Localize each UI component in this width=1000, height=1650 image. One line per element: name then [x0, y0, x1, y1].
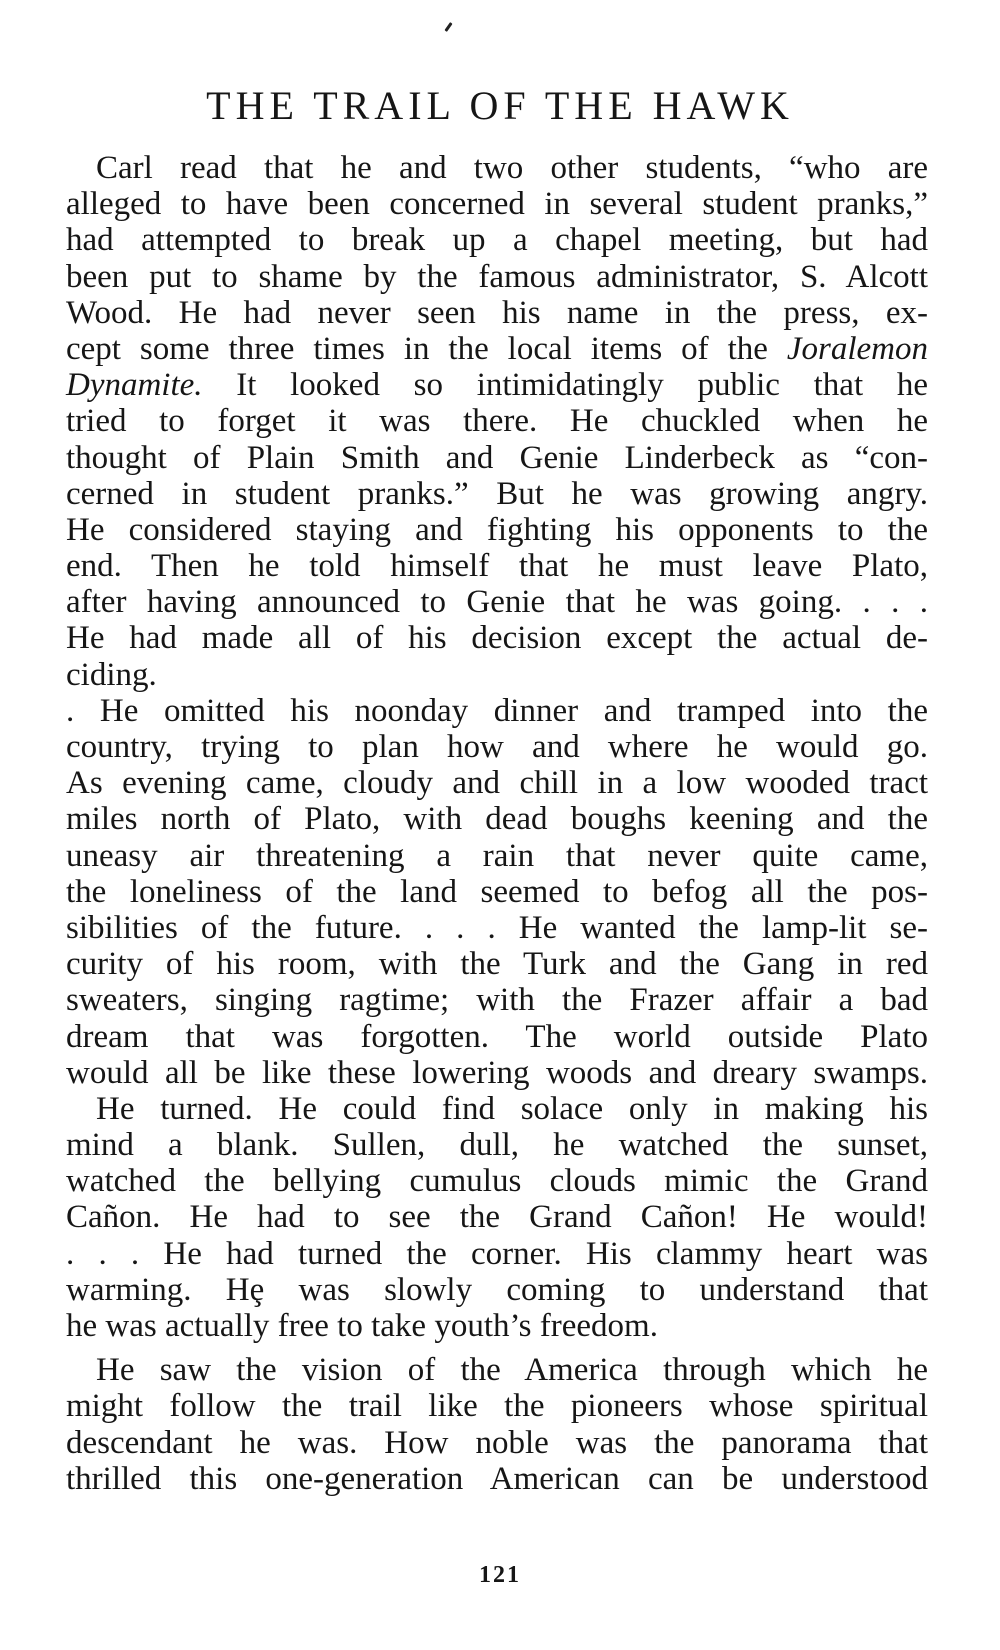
text-line: watched the bellying cumulus clouds mimic the Grand [66, 1163, 928, 1200]
text-line: he was actually free to take youth’s freedom. [66, 1308, 658, 1344]
text-line: miles north of Plato, with dead boughs keening and the [66, 801, 928, 838]
text-line: As evening came, cloudy and chill in a low wooded tract [66, 765, 928, 802]
text-line: sweaters, singing ragtime; with the Frazer affair a bad [66, 982, 928, 1019]
text-line: He considered staying and fighting his opponents to the [66, 511, 928, 548]
italic-title: Dynamite. [66, 367, 203, 404]
text-line: He turned. He could find solace only in making his [96, 1090, 928, 1127]
text-line: . . . He had turned the corner. His clammy heart was [66, 1235, 928, 1272]
text-line: might follow the trail like the pioneers whose spiritual [66, 1388, 928, 1425]
text-fragment: cept some three times in the local items of the [66, 330, 787, 367]
body-text [66, 150, 928, 1497]
text-line [66, 331, 928, 367]
text-line: the loneliness of the land seemed to befog all the pos- [66, 873, 928, 910]
text-line: curity of his room, with the Turk and the Gang in red [66, 946, 928, 983]
text-line: tried to forget it was there. He chuckled when he [66, 403, 928, 440]
text-line: uneasy air threatening a rain that never quite came, [66, 837, 928, 874]
text-line: thrilled this one-generation American can be understood [66, 1460, 928, 1497]
ink-speck [444, 22, 452, 32]
text-line: Cañon. He had to see the Grand Cañon! He would! [66, 1199, 928, 1236]
text-line: country, trying to plan how and where he would go. [66, 729, 928, 765]
text-line: end. Then he told himself that he must leave Plato, [66, 548, 928, 585]
text-line: descendant he was. How noble was the panorama that [66, 1424, 928, 1461]
text-fragment: It looked so intimidatingly public that he [202, 367, 928, 404]
text-line: after having announced to Genie that he was going. . . . [66, 584, 928, 621]
text-line [66, 367, 928, 403]
text-line: ciding. [66, 656, 157, 693]
text-line: Wood. He had never seen his name in the press, ex- [66, 294, 928, 331]
text-line: mind a blank. Sullen, dull, he watched the sunset, [66, 1127, 928, 1164]
text-line: been put to shame by the famous administrator, S. Alcott [66, 258, 928, 295]
italic-title: Joralemon [786, 330, 928, 367]
running-head: THE TRAIL OF THE HAWK [206, 83, 794, 128]
text-line: thought of Plain Smith and Genie Linderbeck as “con- [66, 439, 928, 476]
text-line: warming. Hȩ was slowly coming to understand that [66, 1271, 928, 1308]
page-number: 121 [479, 1562, 521, 1588]
text-line: alleged to have been concerned in several student pranks,” [66, 186, 928, 223]
text-line: would all be like these lowering woods and dreary swamps. [66, 1054, 928, 1091]
text-line: dream that was forgotten. The world outside Plato [66, 1018, 928, 1055]
text-line: cerned in student pranks.” But he was growing angry. [66, 475, 928, 512]
text-line: Carl read that he and two other students, “who are [96, 150, 928, 186]
text-line: had attempted to break up a chapel meeting, but had [66, 222, 928, 259]
text-line: He saw the vision of the America through which he [96, 1352, 928, 1389]
text-line: . He omitted his noonday dinner and tramped into the [66, 692, 928, 729]
text-line: He had made all of his decision except the actual de- [66, 620, 928, 657]
text-line: sibilities of the future. . . . He wanted the lamp-lit se- [66, 909, 928, 946]
